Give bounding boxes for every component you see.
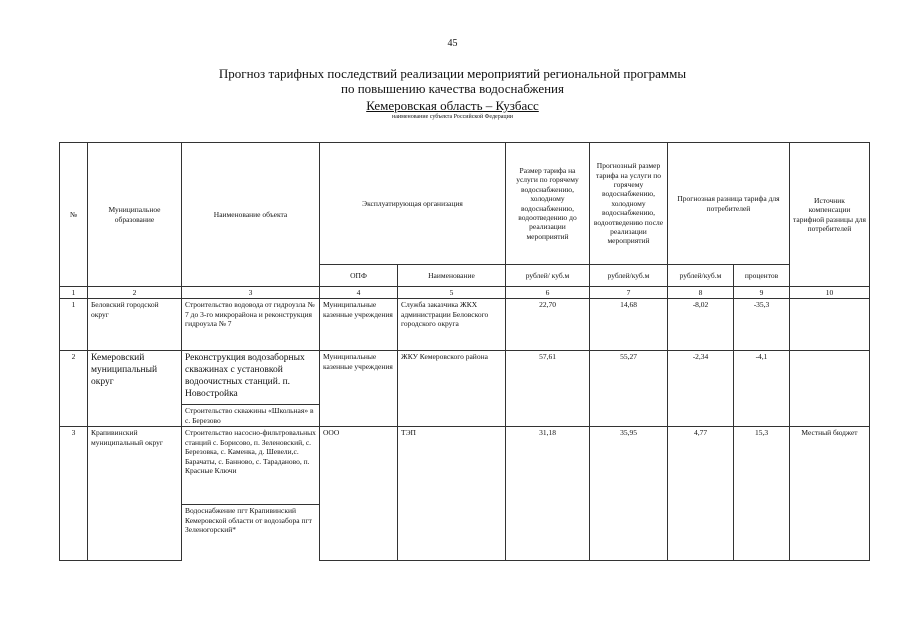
col-number: 9	[734, 287, 790, 299]
row-municipality: Беловский городской округ	[88, 299, 182, 351]
row-org: ЖКУ Кемеровского района	[398, 351, 506, 427]
row-percent: -4,1	[734, 351, 790, 427]
row-diff: 4,77	[668, 427, 734, 561]
row-object: Реконструкция водозаборных скважинах с установкой водоочистных станций. п. Новостройка	[182, 351, 320, 405]
header-operator: Эксплуатирующая организация	[320, 143, 506, 265]
header-source: Источник компенсации тарифной разницы для потребителей	[790, 143, 870, 287]
document-title	[0, 66, 905, 96]
header-unit-before: рублей/ куб.м	[506, 265, 590, 287]
row-diff: -2,34	[668, 351, 734, 427]
title-line-1: Прогноз тарифных последствий реализации мероприятий региональной программы	[218, 66, 687, 81]
col-number: 6	[506, 287, 590, 299]
row-org: ТЭП	[398, 427, 506, 561]
header-percent: процентов	[734, 265, 790, 287]
table-row	[60, 299, 870, 351]
table-row	[60, 427, 870, 505]
row-opf: ООО	[320, 427, 398, 561]
header-municipality: Муниципальное образование	[88, 143, 182, 287]
header-unit-diff: рублей/куб.м	[668, 265, 734, 287]
header-tariff-before: Размер тарифа на услуги по горячему водоснабжению, холодному водоснабжению, водоотведению до реализации мероприятий	[506, 143, 590, 265]
tariff-table	[59, 142, 870, 561]
row-tariff-after: 14,68	[590, 299, 668, 351]
header-opf: ОПФ	[320, 265, 398, 287]
row-source	[790, 299, 870, 351]
col-number: 7	[590, 287, 668, 299]
page-number: 45	[447, 38, 458, 49]
row-municipality: Крапивинский муниципальный округ	[88, 427, 182, 561]
table-row	[60, 351, 870, 405]
row-percent: -35,3	[734, 299, 790, 351]
row-num: 3	[60, 427, 88, 561]
row-num: 1	[60, 299, 88, 351]
col-number: 3	[182, 287, 320, 299]
col-number: 4	[320, 287, 398, 299]
row-tariff-before: 57,61	[506, 351, 590, 427]
region-text: Кемеровская область – Кузбасс	[366, 98, 539, 113]
row-opf: Муниципальные казенные учреждения	[320, 351, 398, 427]
row-diff: -8,02	[668, 299, 734, 351]
header-unit-after: рублей/куб.м	[590, 265, 668, 287]
row-object-secondary: Строительство скважины «Школьная» в с. Березово	[182, 405, 320, 427]
row-object-secondary: Водоснабжение пгт Крапивинский Кемеровской области от водозабора пгт Зеленогорский*	[182, 505, 320, 561]
row-municipality: Кемеровский муниципальный округ	[88, 351, 182, 427]
header-tariff-after: Прогнозный размер тарифа на услуги по горячему водоснабжению, холодному водоснабжению, водоотведению после реализации мероприятий	[590, 143, 668, 265]
header-name: Наименование	[398, 265, 506, 287]
col-number: 5	[398, 287, 506, 299]
region-name	[0, 98, 905, 113]
row-percent: 15,3	[734, 427, 790, 561]
row-tariff-before: 31,18	[506, 427, 590, 561]
header-object: Наименование объекта	[182, 143, 320, 287]
region-caption: наименование субъекта Российской Федерации	[391, 114, 514, 120]
row-num: 2	[60, 351, 88, 427]
title-line-2: по повышению качества водоснабжения	[340, 81, 564, 96]
row-opf: Муниципальные казенные учреждения	[320, 299, 398, 351]
row-tariff-before: 22,70	[506, 299, 590, 351]
col-number: 8	[668, 287, 734, 299]
row-source: Местный бюджет	[790, 427, 870, 561]
header-num: №	[60, 143, 88, 287]
col-number: 1	[60, 287, 88, 299]
row-object: Строительство насосно-фильтровальных станций с. Борисово, п. Зеленовский, с. Березовка, с. Каменка, д. Шевели,с. Барачаты, с. Банново, с. Тараданово, п. Красные Ключи	[182, 427, 320, 505]
row-tariff-after: 55,27	[590, 351, 668, 427]
col-number: 10	[790, 287, 870, 299]
row-org: Служба заказчика ЖКХ администрации Беловского городского округа	[398, 299, 506, 351]
header-difference: Прогнозная разница тарифа для потребителей	[668, 143, 790, 265]
row-object: Строительство водовода от гидроузла № 7 до 3-го микрорайона и реконструкция гидроузла № 7	[182, 299, 320, 351]
row-source	[790, 351, 870, 427]
row-tariff-after: 35,95	[590, 427, 668, 561]
col-number: 2	[88, 287, 182, 299]
